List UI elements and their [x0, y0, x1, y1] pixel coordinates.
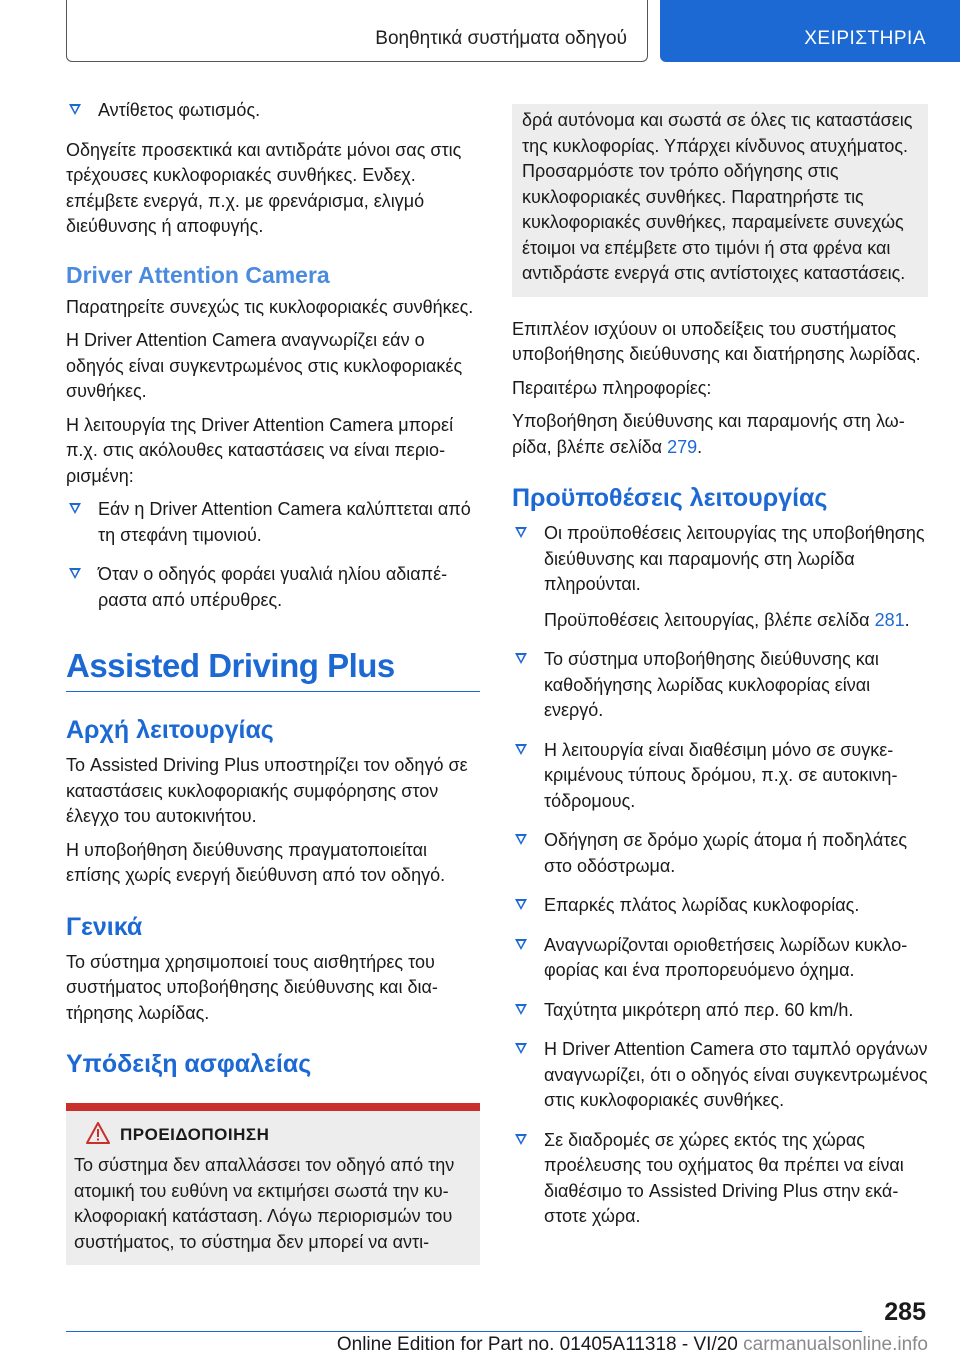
section-heading-prerequisites: Προϋποθέσεις λειτουργίας [512, 484, 828, 512]
paragraph: Υποβοήθηση διεύθυνσης και παραμονής στη λωρίδα, βλέπε σελίδα 279. [512, 411, 905, 457]
triangle-bullet-icon [515, 1004, 527, 1015]
page-number: 285 [884, 1298, 926, 1326]
list-item: Επαρκές πλάτος λωρίδας κυκλοφορίας. [512, 893, 928, 919]
list-item: Η Driver Attention Camera στο ταμπλό οργάνων αναγνωρίζει, ότι ο οδηγός είναι συγκεντρωμένος στις κυκλοφοριακές συνθήκες. [512, 1037, 928, 1114]
header-chapter-tab [66, 0, 648, 62]
triangle-bullet-icon [515, 653, 527, 664]
footer-edition: Online Edition for Part no. 01405A11318 - VI/20 carmanualsonline.info [336, 1334, 928, 1355]
paragraph: Η Driver Attention Camera αναγνωρίζει εάν ο οδηγός είναι συγκεντρωμένος στις κυκλοφοριακές συνθήκες. [66, 330, 463, 401]
warning-triangle-icon [86, 1122, 110, 1144]
warning-bar [66, 1103, 480, 1111]
header-chapter-title: Βοηθητικά συστήματα οδηγού [375, 28, 627, 49]
warning-box-continued [512, 104, 928, 297]
list-item: Αντίθετος φωτισμός. [66, 98, 480, 124]
header-section-tab [660, 0, 960, 62]
warning-text: Το σύστημα δεν απαλλάσσει τον οδηγό από την ατομική του ευθύνη να εκτιμήσει σωστά την κυκλοφοριακή κατάσταση. Λόγω περιορισμών του συστήματος, το σύστημα δεν μπορεί να αντι- [74, 1155, 455, 1252]
triangle-bullet-icon [69, 104, 81, 115]
list-item: Οδήγηση σε δρόμο χωρίς άτομα ή ποδηλάτες στο οδόστρωμα. [512, 828, 928, 879]
triangle-bullet-icon [515, 744, 527, 755]
paragraph: Παρατηρείτε συνεχώς τις κυκλοφοριακές συνθήκες. [66, 296, 474, 317]
right-column [512, 104, 928, 1244]
list-item: Η λειτουργία είναι διαθέσιμη μόνο σε συγκεκριμένους τύπους δρόμου, π.χ. σε αυτοκινητόδρομους. [512, 738, 928, 815]
list-item: Εάν η Driver Attention Camera καλύπτεται από τη στεφάνη τιμονιού. [66, 497, 480, 548]
list-item: Αναγνωρίζονται οριοθετήσεις λωρίδων κυκλοφορίας και ένα προπορευόμενο όχημα. [512, 933, 928, 984]
watermark: carmanualsonline.info [743, 1334, 928, 1355]
list-item: Όταν ο οδηγός φοράει γυαλιά ηλίου αδιαπέραστα από υπέρυθρες. [66, 562, 480, 613]
list-item: Ταχύτητα μικρότερη από περ. 60 km/h. [512, 998, 928, 1024]
paragraph: Οδηγείτε προσεκτικά και αντιδράτε μόνοι σας στις τρέχουσες κυκλοφοριακές συνθήκες. Ενδεχ. επέμβετε ενεργά, π.χ. με φρενάρισμα, ελιγμό διεύθυνσης ή αποφυγής. [66, 139, 462, 236]
triangle-bullet-icon [515, 1134, 527, 1145]
page-title: Assisted Driving Plus [66, 647, 480, 692]
triangle-bullet-icon [69, 503, 81, 514]
triangle-bullet-icon [515, 527, 527, 538]
paragraph: Περαιτέρω πληροφορίες: [512, 377, 712, 398]
warning-text: δρά αυτόνομα και σωστά σε όλες τις καταστάσεις της κυκλοφορίας. Υπάρχει κίνδυνος ατυχήματος. Προσαρμόστε τον τρόπο οδήγησης στις κυκλοφοριακές συνθήκες. Παρατηρήστε τις κυκλοφοριακές συνθήκες, παραμείνετε συνεχώς έτοιμοι να επέμβετε στο τιμόνι ή στα φρένα και αντιδράστε ενεργά στις αντίστοιχες καταστάσεις. [522, 110, 913, 283]
page-link[interactable]: 279 [667, 436, 698, 457]
paragraph: Το σύστημα χρησιμοποιεί τους αισθητήρες του συστήματος υποβοήθησης διεύθυνσης και διατήρησης λωρίδας. [66, 951, 438, 1023]
triangle-bullet-icon [515, 899, 527, 910]
footer-divider [66, 1331, 862, 1332]
page-link[interactable]: 281 [874, 609, 905, 630]
section-heading-principle: Αρχή λειτουργίας [66, 716, 274, 744]
triangle-bullet-icon [515, 1043, 527, 1054]
section-heading-general: Γενικά [66, 912, 143, 941]
header-section-title: ΧΕΙΡΙΣΤΗΡΙΑ [804, 28, 926, 49]
paragraph: Το Assisted Driving Plus υποστηρίζει τον οδηγό σε καταστάσεις κυκλοφοριακής συμφόρησης στον έλεγχο του αυτοκινήτου. [66, 755, 468, 826]
list-item: Το σύστημα υποβοήθησης διεύθυνσης και καθοδήγησης λωρίδας κυκλοφορίας είναι ενεργό. [512, 647, 928, 724]
warning-title: ΠΡΟΕΙΔΟΠΟΙΗΣΗ [120, 1125, 472, 1145]
paragraph: Η λειτουργία της Driver Attention Camera μπορεί π.χ. στις ακόλουθες καταστάσεις να είναι περιορισμένη: [66, 414, 454, 486]
warning-box [66, 1111, 480, 1265]
section-heading-camera: Driver Attention Camera [66, 261, 330, 288]
triangle-bullet-icon [515, 834, 527, 845]
left-column [66, 98, 480, 1265]
paragraph: Επιπλέον ισχύουν οι υποδείξεις του συστήματος υποβοήθησης διεύθυνσης και διατήρησης λωρίδας. [512, 318, 921, 364]
paragraph: Η υποβοήθηση διεύθυνσης πραγματοποιείται επίσης χωρίς ενεργή διεύθυνση από τον οδηγό. [66, 839, 446, 885]
list-item: Σε διαδρομές σε χώρες εκτός της χώρας προέλευσης του οχήματος θα πρέπει να είναι διαθέσιμο το Assisted Driving Plus στην εκάστοτε χώρα. [512, 1128, 928, 1230]
list-item: Οι προϋποθέσεις λειτουργίας της υποβοήθησης διεύθυνσης και παραμονής στη λωρίδα πληρούνται. Προϋποθέσεις λειτουργίας, βλέπε σελίδα 281. [512, 521, 928, 633]
triangle-bullet-icon [69, 568, 81, 579]
section-heading-safety: Υπόδειξη ασφαλείας [66, 1050, 312, 1078]
triangle-bullet-icon [515, 939, 527, 950]
